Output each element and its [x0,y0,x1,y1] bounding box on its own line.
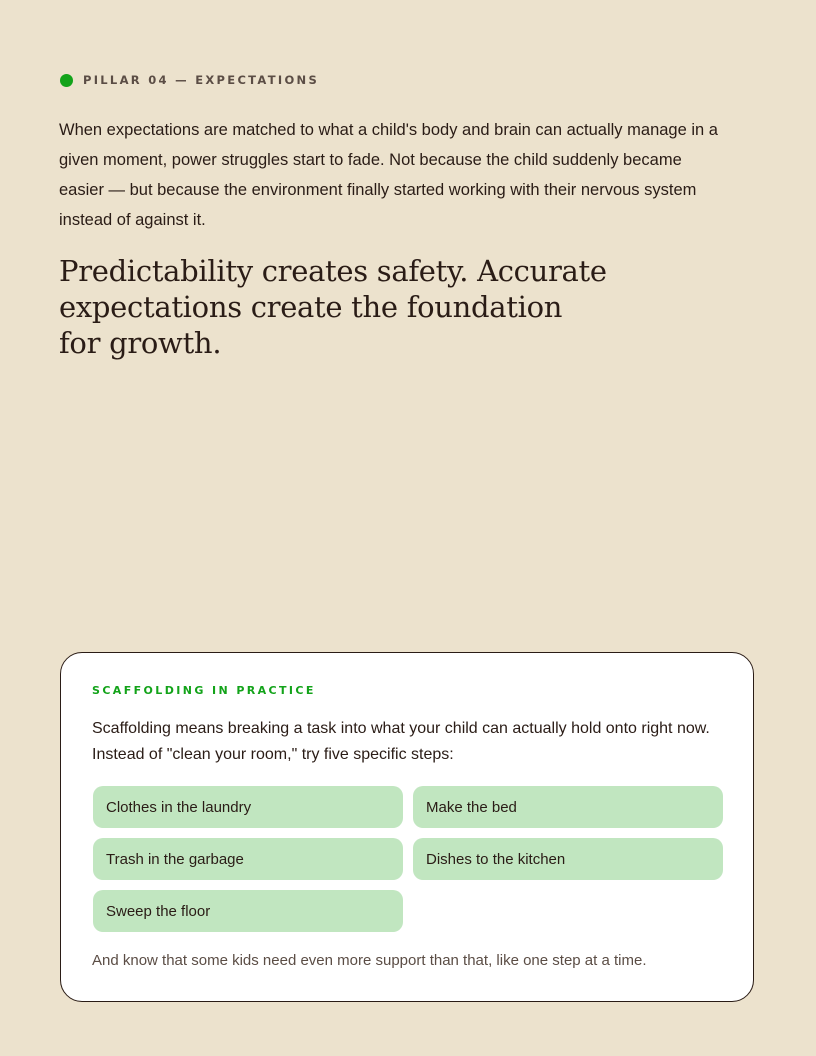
step-chip: Trash in the garbage [93,838,403,880]
card-footer: And know that some kids need even more support than that, like one step at a time. [92,952,647,969]
step-chip: Sweep the floor [93,890,403,932]
intro-paragraph: When expectations are matched to what a child's body and brain can actually manage in a given moment, power struggles start to fade. Not because the child suddenly became easier — but because the environment finally started working with their nervous system instead of against it. [59,121,718,229]
section-label: PILLAR 04 — EXPECTATIONS [83,72,320,87]
pull-quote-line: expectations create the foundation [59,290,563,324]
step-chip: Clothes in the laundry [93,786,403,828]
step-chip: Make the bed [413,786,723,828]
card-body: Scaffolding means breaking a task into what your child can actually hold onto right now. Instead of "clean your room," try five specific steps: [92,720,710,763]
pull-quote-line: Predictability creates safety. Accurate [59,254,607,288]
step-chip: Dishes to the kitchen [413,838,723,880]
pull-quote-line: for growth. [59,326,222,360]
card-label: SCAFFOLDING IN PRACTICE [92,684,316,697]
status-dot-icon [60,74,73,87]
scaffolding-card [60,652,754,1002]
steps-grid [93,786,723,932]
section-eyebrow [60,72,319,87]
pull-quote [59,253,659,361]
